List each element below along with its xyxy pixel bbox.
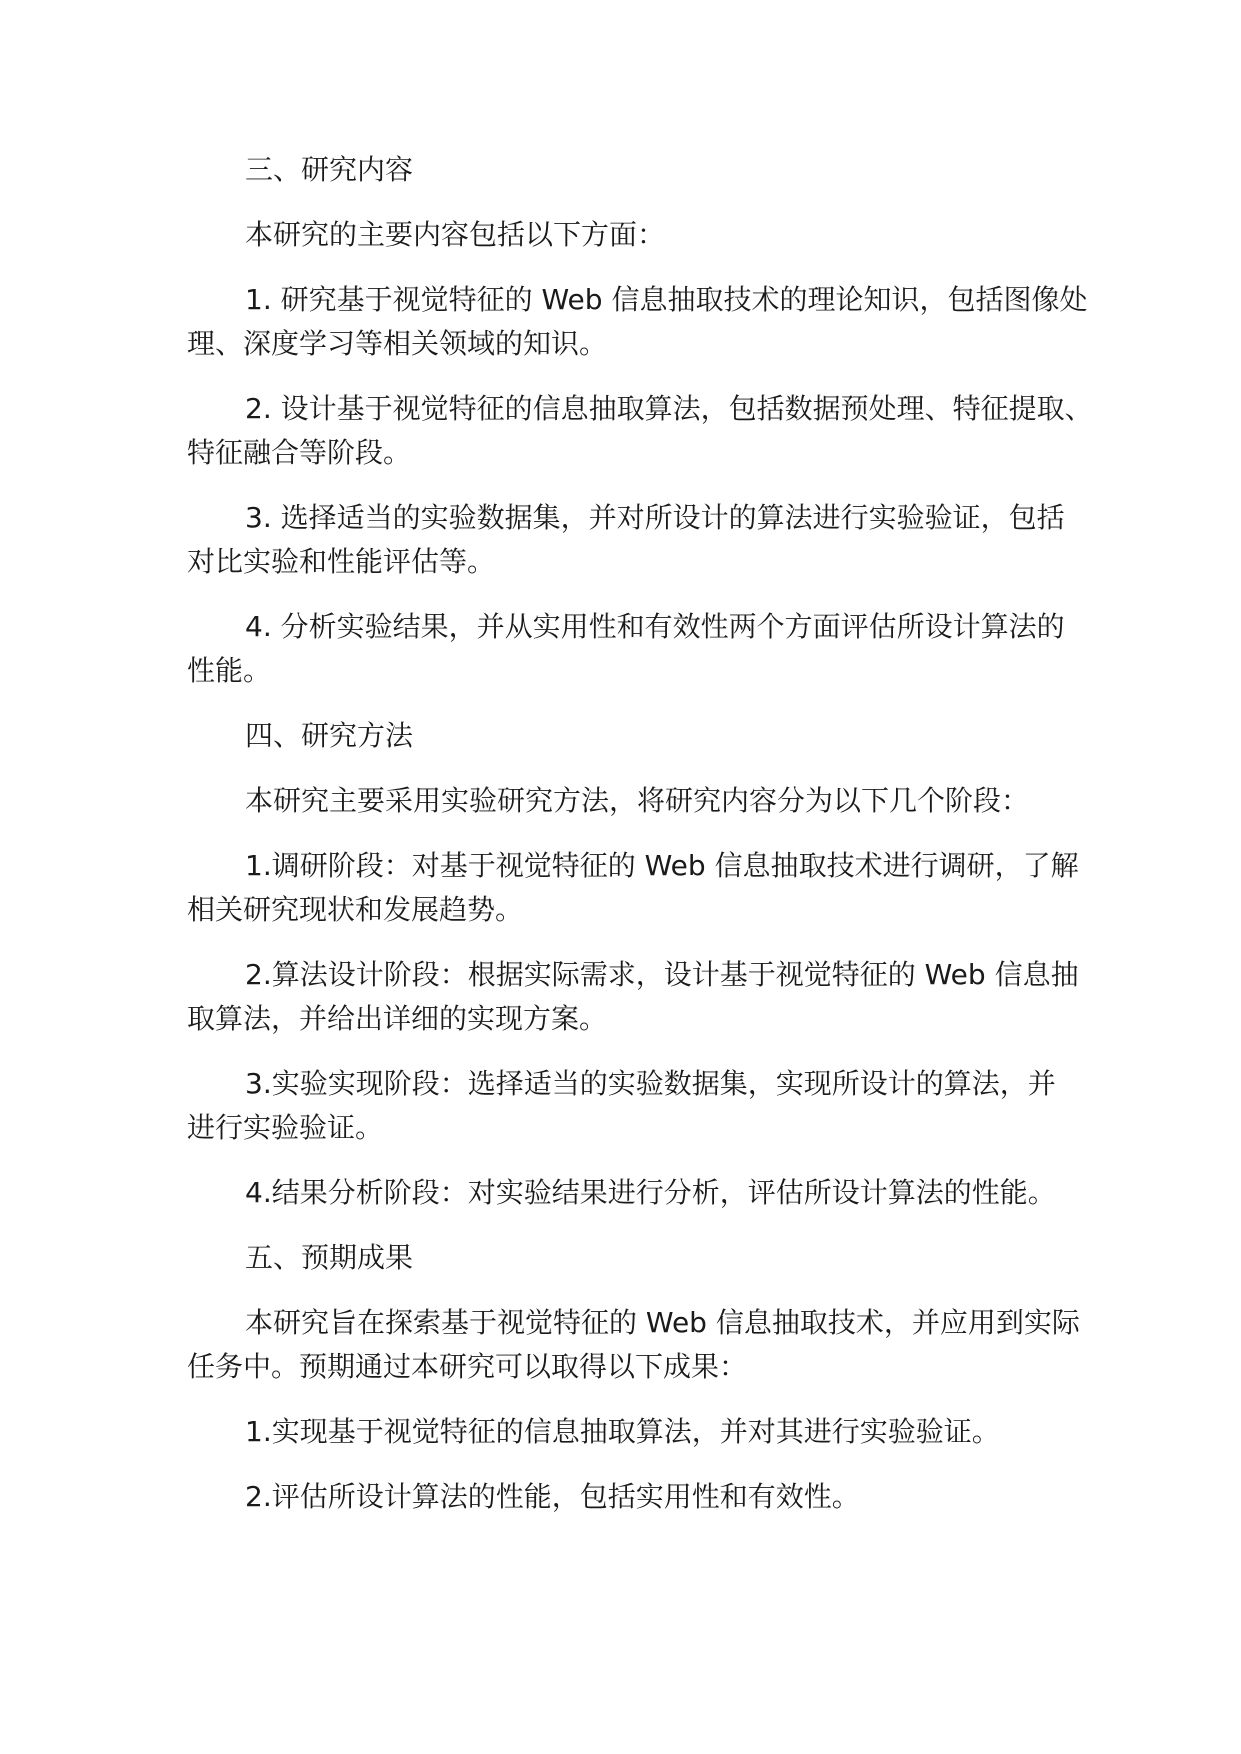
paragraph-line: 3.实验实现阶段：选择适当的实验数据集，实现所设计的算法，并	[245, 1067, 1056, 1100]
paragraph-line: 2.算法设计阶段：根据实际需求，设计基于视觉特征的 Web 信息抽	[245, 958, 1079, 991]
paragraph-line: 4.结果分析阶段：对实验结果进行分析，评估所设计算法的性能。	[245, 1176, 1056, 1209]
paragraph-line: 本研究主要采用实验研究方法，将研究内容分为以下几个阶段：	[245, 784, 1030, 817]
paragraph-line: 1. 研究基于视觉特征的 Web 信息抽取技术的理论知识，包括图像处	[245, 283, 1088, 316]
paragraph-line: 1.调研阶段：对基于视觉特征的 Web 信息抽取技术进行调研，了解	[245, 849, 1079, 882]
document-body	[187, 148, 1093, 1540]
paragraph-line: 四、研究方法	[245, 719, 414, 752]
method-stage-3	[187, 1062, 1067, 1150]
paragraph-line: 取算法，并给出详细的实现方案。	[187, 1002, 608, 1035]
paragraph-line: 对比实验和性能评估等。	[187, 545, 496, 578]
paragraph-line: 相关研究现状和发展趋势。	[187, 893, 524, 926]
paragraph-line: 本研究的主要内容包括以下方面：	[245, 218, 666, 251]
expected-result-2	[187, 1475, 1067, 1519]
content-item-2	[187, 387, 1093, 475]
section-heading-expected-results	[187, 1236, 1067, 1280]
paragraph-line: 三、研究内容	[245, 153, 414, 186]
paragraph-line: 进行实验验证。	[187, 1111, 384, 1144]
expected-result-1	[187, 1410, 1067, 1454]
paragraph-line: 2.评估所设计算法的性能，包括实用性和有效性。	[245, 1480, 860, 1513]
paragraph-line: 本研究旨在探索基于视觉特征的 Web 信息抽取技术，并应用到实际	[245, 1306, 1080, 1339]
paragraph-line: 性能。	[187, 654, 272, 687]
content-item-1	[187, 278, 1088, 366]
paragraph-line: 3. 选择适当的实验数据集，并对所设计的算法进行实验验证，包括	[245, 501, 1065, 534]
intro-paragraph	[187, 213, 1067, 257]
method-stage-4	[187, 1171, 1067, 1215]
results-intro-paragraph	[187, 1301, 1080, 1389]
paragraph-line: 4. 分析实验结果，并从实用性和有效性两个方面评估所设计算法的	[245, 610, 1065, 643]
section-heading-research-content	[187, 148, 1067, 192]
paragraph-line: 任务中。预期通过本研究可以取得以下成果：	[187, 1350, 748, 1383]
paragraph-line: 1.实现基于视觉特征的信息抽取算法，并对其进行实验验证。	[245, 1415, 1000, 1448]
paragraph-line: 2. 设计基于视觉特征的信息抽取算法，包括数据预处理、特征提取、	[245, 392, 1093, 425]
method-stage-2	[187, 953, 1079, 1041]
paragraph-line: 理、深度学习等相关领域的知识。	[187, 327, 608, 360]
section-heading-research-methods	[187, 714, 1067, 758]
content-item-4	[187, 605, 1067, 693]
method-stage-1	[187, 844, 1079, 932]
methods-intro-paragraph	[187, 779, 1067, 823]
paragraph-line: 特征融合等阶段。	[187, 436, 412, 469]
content-item-3	[187, 496, 1067, 584]
paragraph-line: 五、预期成果	[245, 1241, 414, 1274]
